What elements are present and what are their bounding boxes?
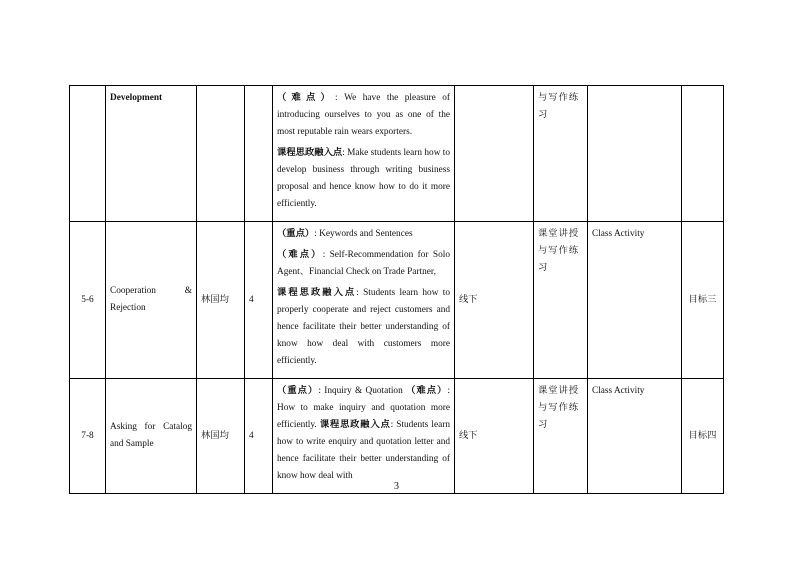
table-row [70,86,724,222]
activity-cell [588,222,682,379]
week-text: 7-8 [81,430,94,441]
method-text: 课堂讲授与写作练习 [538,386,580,430]
mode-text: 线下 [459,430,478,441]
table-row [70,222,724,379]
topic-text: Asking for Catalog and Sample [110,422,192,449]
topic-text: Development [110,93,163,103]
ideology-text: : Students learn how to properly cooperate and reject customers and hence facilitate their better understanding of know how deal with customers more efficiently. [277,288,450,366]
table-row [70,379,724,494]
page-number: 3 [394,481,399,492]
difficult-text: : How to make inquiry and quotation more efficiently. [277,386,450,430]
activity-text: Class Activity [592,229,645,239]
ideology-label: 课程思政融入点 [277,288,357,298]
goal-text: 目标三 [688,294,717,305]
ideology-label: 课程思政融入点 [319,420,391,430]
method-cell [534,379,588,494]
activity-cell [588,379,682,494]
content-cell [273,222,455,379]
teacher-text: 林国均 [201,430,229,441]
teacher-cell [197,379,245,494]
method-cell [534,222,588,379]
topic-text: Cooperation & Rejection [110,286,192,313]
hours-text: 4 [249,430,254,441]
week-cell [70,86,106,222]
difficult-text: : Self-Recommendation for Solo Agent、Financial Check on Trade Partner, [277,250,450,277]
hours-cell [245,86,273,222]
difficult-text: : We have the pleasure of introducing ourselves to you as one of the most reputable rain wears exporters. [277,93,450,137]
hours-cell [245,222,273,379]
goal-cell [682,222,724,379]
ideology-label: 课程思政融入点 [277,148,343,158]
mode-cell [455,86,534,222]
activity-cell [588,86,682,222]
method-text: 课堂讲授与写作练习 [538,229,580,273]
topic-cell [106,379,197,494]
key-text: : Inquiry & Quotation [318,386,403,396]
topic-cell [106,86,197,222]
goal-cell [682,86,724,222]
key-label: （重点） [277,229,315,239]
content-cell [273,379,455,494]
mode-text: 线下 [459,294,478,305]
goal-text: 目标四 [688,430,717,441]
difficult-label: （难点） [277,93,335,103]
mode-cell [455,222,534,379]
teacher-text: 林国均 [201,294,229,305]
activity-text: Class Activity [592,386,645,396]
mode-cell [455,379,534,494]
key-label: （重点） [277,386,319,396]
ideology-text: : Make students learn how to develop business through writing business proposal and hence know how to do it more efficiently. [277,148,450,209]
key-text: : Keywords and Sentences [314,229,413,239]
difficult-label: （难点） [406,386,448,396]
course-schedule-table [69,85,724,494]
week-text: 5-6 [81,294,94,305]
week-cell [70,379,106,494]
method-cell [534,86,588,222]
teacher-cell [197,222,245,379]
difficult-label: （难点） [277,250,323,260]
goal-cell [682,379,724,494]
hours-text: 4 [249,294,254,305]
method-text: 与写作练习 [538,93,580,120]
ideology-text: : Students learn how to write enquiry and quotation letter and hence facilitate their better understanding of know how deal with [277,420,450,481]
teacher-cell [197,86,245,222]
content-cell [273,86,455,222]
week-cell [70,222,106,379]
hours-cell [245,379,273,494]
topic-cell [106,222,197,379]
